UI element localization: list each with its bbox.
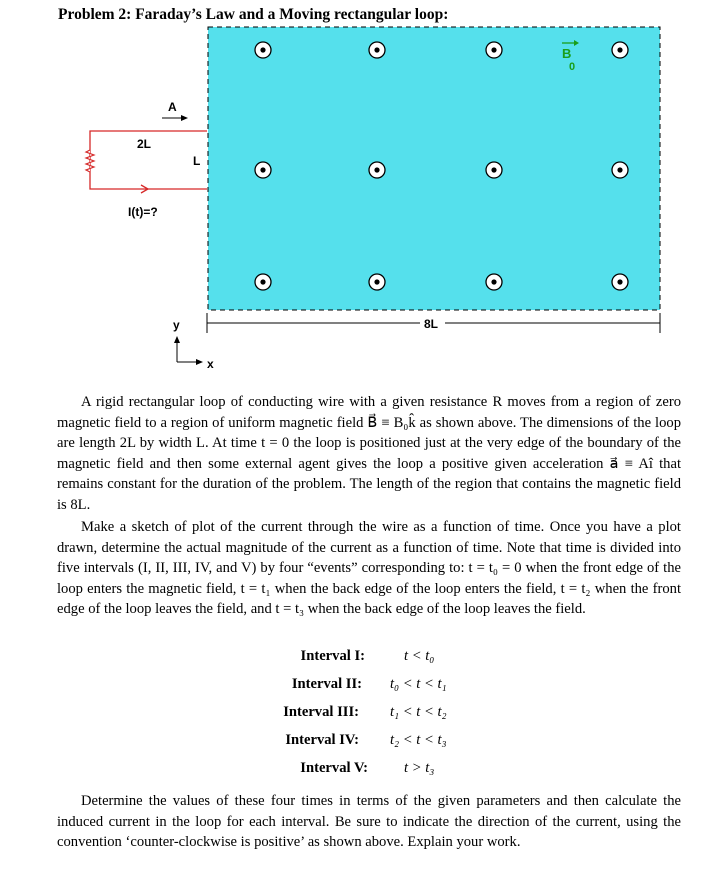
interval-row — [0, 760, 720, 780]
axis-x-label: x — [207, 357, 214, 371]
interval-row — [0, 676, 720, 696]
axis-y-label: y — [173, 318, 180, 332]
interval-range: t₀ < t < t₁ — [390, 676, 447, 692]
field-label-sub: 0 — [569, 61, 576, 73]
field-out-of-page-icon — [486, 42, 502, 58]
interval-label: Interval III: — [283, 704, 359, 720]
paragraph-task: Determine the values of these four times in terms of the given parameters and then calculate the induced current in the loop for each interval. Be sure to indicate the direction of the current, using the convention ‘counter-clockwise is positive’ as shown above. Explain your work. — [57, 793, 681, 851]
field-out-of-page-icon — [369, 162, 385, 178]
field-out-of-page-icon — [369, 42, 385, 58]
label-A: A — [168, 100, 177, 114]
field-out-of-page-icon — [612, 42, 628, 58]
interval-row — [0, 704, 720, 724]
label-2L: 2L — [137, 137, 152, 151]
field-out-of-page-icon — [612, 162, 628, 178]
interval-row — [0, 648, 720, 668]
field-out-of-page-icon — [612, 274, 628, 290]
field-out-of-page-icon — [255, 274, 271, 290]
field-out-of-page-icon — [255, 162, 271, 178]
label-L: L — [193, 154, 201, 168]
label-current: I(t)=? — [128, 205, 158, 219]
interval-range: t₂ < t < t₃ — [390, 732, 447, 748]
figure — [0, 0, 720, 380]
interval-label: Interval V: — [300, 760, 368, 776]
axes — [173, 318, 214, 371]
interval-row — [0, 732, 720, 752]
field-out-of-page-icon — [369, 274, 385, 290]
problem-title: Problem 2: Faraday’s Law and a Moving rectangular loop: — [58, 6, 449, 23]
paragraph-description: A rigid rectangular loop of conducting wire with a given resistance R moves from a region of zero magnetic field to a region of uniform magnetic field B⃗ ≡ B₀k̂ as shown above. The dimensions of the loop are length 2L by width L. At time t = 0 the loop is positioned just at the very edge of the boundary of the magnetic field and then some external agent gives the loop a positive given acceleration a⃗ ≡ Aî that remains constant for the duration of the problem. The length of the region that contains the magnetic field is 8L. — [57, 394, 681, 513]
interval-label: Interval I: — [300, 648, 365, 664]
interval-range: t > t₃ — [404, 760, 435, 776]
magnetic-field-region — [208, 27, 660, 310]
paragraph-instructions: Make a sketch of plot of the current through the wire as a function of time. Once you have a plot drawn, determine the actual magnitude of the current as a function of time. Note that time is divided into five intervals (I, II, III, IV, and V) by four “events” corresponding to: t = t₀ = 0 when the front edge of the loop enters the magnetic field, t = t₁ when the back edge of the loop enters the field, t = t₂ when the front edge of the loop leaves the field, and t = t₃ when the back edge of the loop leaves the field. — [57, 519, 681, 618]
dimension-8L — [207, 313, 660, 333]
interval-label: Interval IV: — [285, 732, 359, 748]
field-out-of-page-icon — [255, 42, 271, 58]
interval-range: t₁ < t < t₂ — [390, 704, 447, 720]
interval-label: Interval II: — [291, 676, 362, 692]
label-8L: 8L — [424, 317, 439, 331]
field-out-of-page-icon — [486, 162, 502, 178]
interval-range: t < t₀ — [404, 648, 435, 664]
field-label-B: B — [562, 46, 572, 61]
field-out-of-page-icon — [486, 274, 502, 290]
